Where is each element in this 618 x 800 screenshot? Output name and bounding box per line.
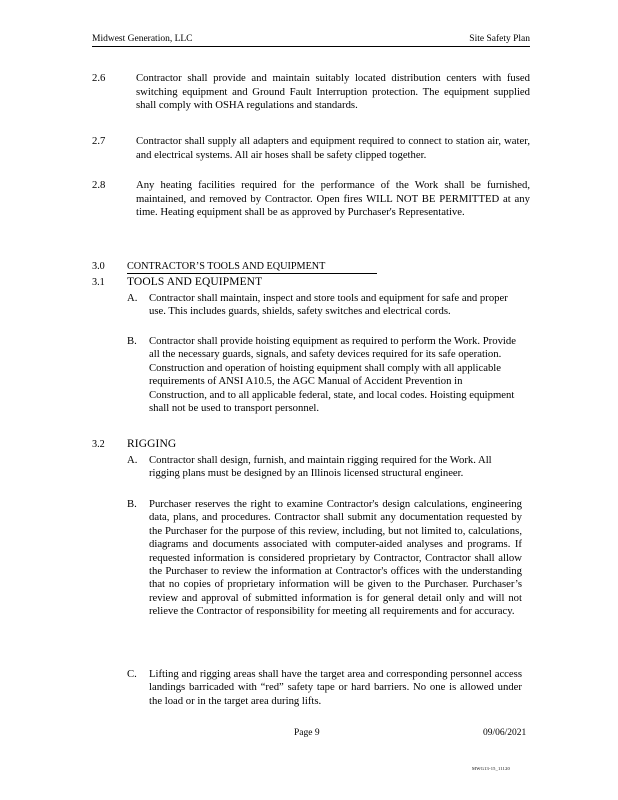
- section-text: Any heating facilities required for the performance of the Work shall be furnished, maintained, and removed by Contractor. Open fires WILL NOT BE PERMITTED at any time. Heating equipment shall be as approved by Purchaser's Representative.: [136, 179, 530, 219]
- section-2-7: [92, 135, 530, 163]
- section-2-8: [92, 179, 530, 235]
- item-letter: B.: [127, 335, 137, 347]
- footer-date: 09/06/2021: [483, 728, 527, 738]
- item-text: Contractor shall design, furnish, and maintain rigging required for the Work. All rigging plans must be designed by an Illinois licensed structural engineer.: [149, 454, 492, 480]
- item-letter: B.: [127, 498, 137, 510]
- document-stamp: MWG13-15_11120: [472, 766, 510, 771]
- page-number: Page 9: [294, 728, 320, 738]
- header-company: Midwest Generation, LLC: [92, 34, 193, 44]
- header-doc-title: Site Safety Plan: [469, 34, 530, 44]
- section-title: TOOLS AND EQUIPMENT: [127, 276, 263, 288]
- section-text: Contractor shall provide and maintain suitably located distribution centers with fused switching equipment and Ground Fault Interruption protection. The equipment supplied shall comply with OSHA regulations and standards.: [136, 72, 530, 112]
- section-2-6: [92, 72, 530, 114]
- item-letter: C.: [127, 668, 137, 680]
- section-number: 2.7: [92, 135, 106, 147]
- section-text: Contractor shall supply all adapters and equipment required to connect to station air, water, and electrical systems. All air hoses shall be safety clipped together.: [136, 135, 530, 161]
- item-letter: A.: [127, 292, 138, 304]
- item-text: Contractor shall provide hoisting equipment as required to perform the Work. Provide all the necessary guards, signals, and safety devices required for its safe operation. Construction and operation of hoisting equipment shall comply with all applicable requirements of ANSI A10.5, the AGC Manual of Accident Prevention in Construction, and to all applicable federal, state, and local codes. Hoisting equipment shall not be used to transport personnel.: [149, 335, 516, 415]
- section-number: 3.0: [92, 261, 105, 272]
- item-text: Contractor shall maintain, inspect and store tools and equipment for safe and proper use. This includes guards, shields, safety switches and electrical cords.: [149, 292, 508, 318]
- page-header: [92, 34, 530, 47]
- section-title: CONTRACTOR’S TOOLS AND EQUIPMENT: [127, 260, 377, 274]
- section-number: 3.1: [92, 277, 105, 288]
- item-text: Lifting and rigging areas shall have the target area and corresponding personnel access landings barricaded with “red” safety tape or hard barriers. No one is allowed under the load or in the target area during lifts.: [149, 668, 522, 707]
- section-number: 3.2: [92, 439, 105, 450]
- section-number: 2.8: [92, 179, 106, 191]
- section-title: RIGGING: [127, 438, 177, 450]
- item-text: Purchaser reserves the right to examine Contractor's design calculations, engineering data, plans, and procedures. Contractor shall submit any documentation requested by the Purchaser for the purpose of this review, including, but not limited to, calculations, diagrams and documents associated with computer-aided analyses and programs. If requested information is considered proprietary by Contractor, Contractor shall allow the Purchaser to review the information at Contractor's offices with the understanding that no copies of proprietary information will be given to the Purchaser. Purchaser’s review and approval of submitted information is for general detail only and will not relieve the Contractor of responsibility for meeting all requirements and for accuracy.: [149, 498, 522, 618]
- item-letter: A.: [127, 454, 138, 466]
- section-number: 2.6: [92, 72, 106, 84]
